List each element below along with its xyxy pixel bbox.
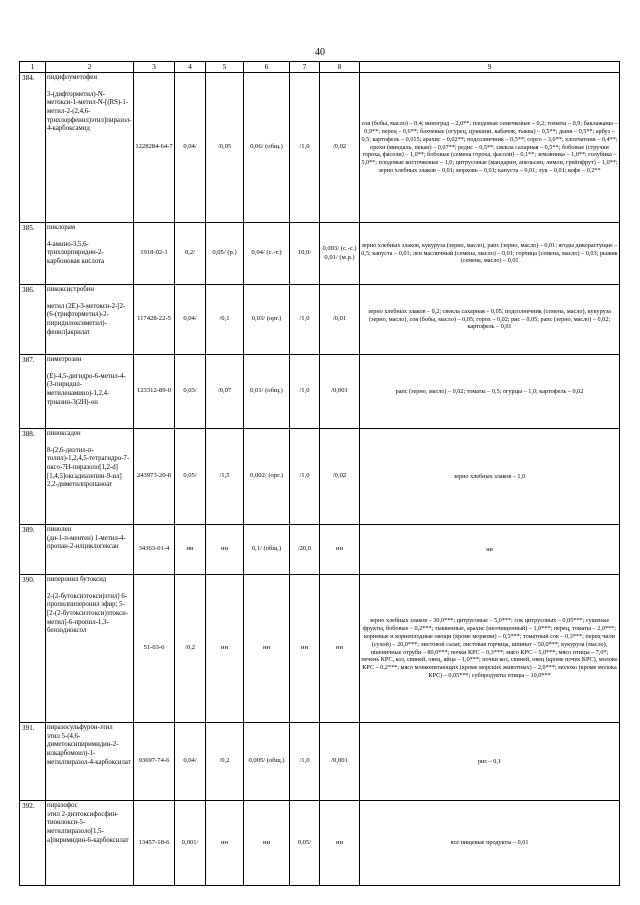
value-col7: /1,0 [290, 285, 320, 355]
substance-cell [46, 355, 134, 429]
substance-name: пиметрозин [47, 356, 82, 363]
value-col8: /0,001 [320, 355, 360, 429]
value-col5: нн [206, 801, 244, 886]
cas-number: 123312-89-0 [134, 355, 175, 429]
table-row [20, 575, 620, 723]
value-col6: нн [244, 575, 290, 723]
value-col6: 0,1/ (общ.) [244, 525, 290, 575]
row-number: 389. [20, 525, 46, 575]
value-col8: нн [320, 525, 360, 575]
value-col4: 0,03/ [175, 355, 206, 429]
cas-number: 1228284-64-7 [134, 73, 175, 223]
residue-limits: нн [360, 525, 620, 575]
residue-limits: зерно хлебных злаков – 30,0***; цитрусовые – 5,0***; сок цитрусовых – 0,05***; сушеные фрукты, бобовые – 0,2***; тыквенные, арахис (неочищенный) – 1,0***; перец, томаты – 2,0***; корневые и корнеплодные овощи (кроме моркови) – 0,5***; томатный сок – 0,3***; перец чили (сухой) – 20,0***; листовой салат, листовая горчица, шпинат – 50,0***; кукуруза (масло), пшеничные отруби – 80,0***; почки КРС – 0,3***; мясо КРС – 5,0***; мясо птицы – 7,0*; печень КРС, коз, свиней, овец, яйца – 1,0***; почки коз, свиней, овец (кроме почек КРС), молоко КРС – 0,2***; мясо млекопитающих (кроме морских животных) – 2,0***; молоко (кроме молока КРС) – 0,05***; субпродукты птицы – 10,0*** [360, 575, 620, 723]
substance-cell [46, 723, 134, 801]
row-number: 384. [20, 73, 46, 223]
row-number: 386. [20, 285, 46, 355]
value-col7: 0,05/ [290, 801, 320, 886]
column-header: 9 [360, 62, 620, 73]
value-col5: 0,05/ (p.) [206, 223, 244, 285]
value-col6: 0,002/ (орг.) [244, 429, 290, 525]
substance-cell [46, 429, 134, 525]
value-col7: /1,0 [290, 73, 320, 223]
value-col5: /0,07 [206, 355, 244, 429]
value-col8: /0,01 [320, 285, 360, 355]
chemical-name: 8-(2,6-диэтил-п-толил)-1,2,4,5-тетрагидро-7-оксо-7H-пиразоло[1,2-d][1,4,5]оксадиазепин-9-ил] 2,2-диметилпропаноат [47, 446, 130, 489]
value-col5: /0,05 [206, 73, 244, 223]
value-col4: 0,04/ [175, 73, 206, 223]
row-number: 385. [20, 223, 46, 285]
value-col7: 10,0/ [290, 223, 320, 285]
row-number: 390. [20, 575, 46, 723]
value-col8: 0,003/ (с.-с.) 0,01/ (м.р.) [320, 223, 360, 285]
column-header: 7 [290, 62, 320, 73]
chemical-name: 4-амино-3,5,6-трихлорпиридин-2-карбоновая кислота [47, 240, 105, 266]
residue-limits: рис – 0,1 [360, 723, 620, 801]
value-col7: /1,0 [290, 723, 320, 801]
substance-cell [46, 525, 134, 575]
cas-number: 13457-18-6 [134, 801, 175, 886]
table-row [20, 801, 620, 886]
substance-name: пиноксаден [47, 430, 81, 437]
table-row [20, 525, 620, 575]
value-col4: /0,2 [175, 575, 206, 723]
residue-limits: соя (бобы, масло) – 0,4; виноград – 2,0**; плодовые семечковые – 0,2; томаты – 0,9; баклажаны – 0,9**; перец – 0,6**; бахчевые (огурец, цуккини, кабачок, тыква) – 0,5**; дыня – 0,5**; арбуз – 0,5; картофель – 0,015; арахис – 0,02**; подсолнечник – 0,5**; сорго – 3,0**; хлопчатник – 0,4**; орехи (миндаль, пекан) – 0,07**; редис – 0,5**; свекла сахарная – 0,5**; бобовые (стручки гороха, фасоли) – 1,0**; бобовые (семена гороха, фасоли) – 0,1**; земляника – 1,0**; голубика – 5,0**; плодовые косточковые – 1,0; цитрусовые (мандарин, апельсин, лимон, грейпфрут) – 1,0**; зерно хлебных злаков – 0,01; морковь – 0,01; капуста – 0,01; лук – 0,01; кофе – 0,2** [360, 73, 620, 223]
column-header: 8 [320, 62, 360, 73]
value-col6: нн [244, 801, 290, 886]
row-number: 391. [20, 723, 46, 801]
cas-number: 1918-02-1 [134, 223, 175, 285]
substance-cell [46, 73, 134, 223]
value-col4: 0,04/ [175, 723, 206, 801]
residue-limits: зерно хлебных злаков – 1,0 [360, 429, 620, 525]
chemical-name: этил 5-(4,6-диметоксипиримидин-2-илкарбомоил)-1-метилпиразол-4-карбоксилат [47, 732, 131, 766]
header-row [20, 62, 620, 73]
value-col5: /0,1 [206, 285, 244, 355]
cas-number: 34363-01-4 [134, 525, 175, 575]
chemical-name: 3-(дифторметил)-N-метокси-1-метил-N-[(RS)-1-метил-2-(2,4,6-трихлорфенил)этил]пиразол-4-карбоксамид [47, 90, 132, 133]
value-col5: /1,5 [206, 429, 244, 525]
value-col7: нн [290, 575, 320, 723]
value-col8: /0,001 [320, 723, 360, 801]
row-number: 387. [20, 355, 46, 429]
value-col8: нн [320, 801, 360, 886]
column-header: 1 [20, 62, 46, 73]
column-header: 4 [175, 62, 206, 73]
substance-name: пиразосульфурон-этил [47, 724, 113, 731]
substance-name: пидифлуметофен [47, 74, 97, 81]
substance-name: пинолен [47, 526, 72, 533]
substance-name: пиклорам [47, 224, 76, 231]
value-col4: 0,05/ [175, 429, 206, 525]
cas-number: 51-03-6 [134, 575, 175, 723]
cas-number: 243973-20-8 [134, 429, 175, 525]
value-col5: нн [206, 575, 244, 723]
substance-name: пиразофос [47, 802, 78, 809]
value-col6: 0,03/ (орг.) [244, 285, 290, 355]
value-col5: нн [206, 525, 244, 575]
value-col6: 0,06/ (общ.) [244, 73, 290, 223]
value-col4: 0,001/ [175, 801, 206, 886]
value-col8: нн [320, 575, 360, 723]
residue-limits: все пищевые продукты – 0,01 [360, 801, 620, 886]
value-col4: нн [175, 525, 206, 575]
page-number: 40 [315, 47, 325, 58]
residue-limits: зерно хлебных злаков – 0,2; свекла сахарная – 0,05; подсолнечник (семена, масло), кукуруза (зерно, масло), соя (бобы, масло) – 0,05; горох – 0,02; рис – 0,05; рапс (зерно, масло) – 0,02; картофель – 0,01 [360, 285, 620, 355]
value-col8: /0,02 [320, 73, 360, 223]
chemical-name: метил (2E)-3-метокси-2-[2-(6-(трифторметил)-2-пиридилоксиметил)-фенил]акрилат [47, 302, 126, 336]
cas-number: 117428-22-5 [134, 285, 175, 355]
value-col4: 0,2/ [175, 223, 206, 285]
table-row [20, 355, 620, 429]
table-row [20, 723, 620, 801]
row-number: 392. [20, 801, 46, 886]
table-row [20, 285, 620, 355]
column-header: 3 [134, 62, 175, 73]
chemical-name: (ди-1-п-ментен) 1-метил-4-пропан-2-илциклогексан [47, 534, 126, 551]
residue-limits: зерно хлебных злаков, кукуруза (зерно, масло), рапс (зерно, масло) – 0,01; ягоды дикорастущие – 0,5; капуста – 0,01; лен масличный (семена, масло) – 0,01; горчица (семена, масло) – 0,03; рыжик (семена, масло) – 0,01 [360, 223, 620, 285]
substance-name: пиперонил бутоксид [47, 576, 107, 583]
chemical-name: (E)-4,5-дигидро-6-метил-4-(3-пиридил-метиленамино)-1,2,4-триазин-3(2H)-он [47, 372, 126, 406]
substance-cell [46, 285, 134, 355]
value-col6: 0,005/ (общ.) [244, 723, 290, 801]
column-header: 6 [244, 62, 290, 73]
value-col4: 0,04/ [175, 285, 206, 355]
table-row [20, 73, 620, 223]
table-row [20, 223, 620, 285]
chemical-name: 2-(2-бутоксиэтокси)этил] 6-пропилпиперонил эфир; 5-[2-(2-бутоксиэтокси)этокси-метил]-6-пропил-1,3-бензодиоксол [47, 592, 129, 635]
chemical-name: этил 2-диэтоксифосфин-тиоилокси-5-метилпиразоло[1,5-a]пиримидин-6-карбоксилат [47, 810, 129, 844]
value-col8: /0,02 [320, 429, 360, 525]
substance-cell [46, 801, 134, 886]
substance-cell [46, 575, 134, 723]
value-col7: /1,0 [290, 355, 320, 429]
substance-name: пикоксистробин [47, 286, 95, 293]
column-header: 5 [206, 62, 244, 73]
row-number: 388. [20, 429, 46, 525]
value-col6: 0,04/ (с.-т.) [244, 223, 290, 285]
value-col6: 0,01/ (общ.) [244, 355, 290, 429]
value-col7: /1,0 [290, 429, 320, 525]
value-col7: /20,0 [290, 525, 320, 575]
mrl-table [19, 61, 620, 886]
column-header: 2 [46, 62, 134, 73]
cas-number: 93697-74-6 [134, 723, 175, 801]
table-row [20, 429, 620, 525]
residue-limits: рапс (зерно, масло) – 0,02; томаты – 0,5; огурцы – 1,0; картофель – 0,02 [360, 355, 620, 429]
substance-cell [46, 223, 134, 285]
value-col5: /0,2 [206, 723, 244, 801]
